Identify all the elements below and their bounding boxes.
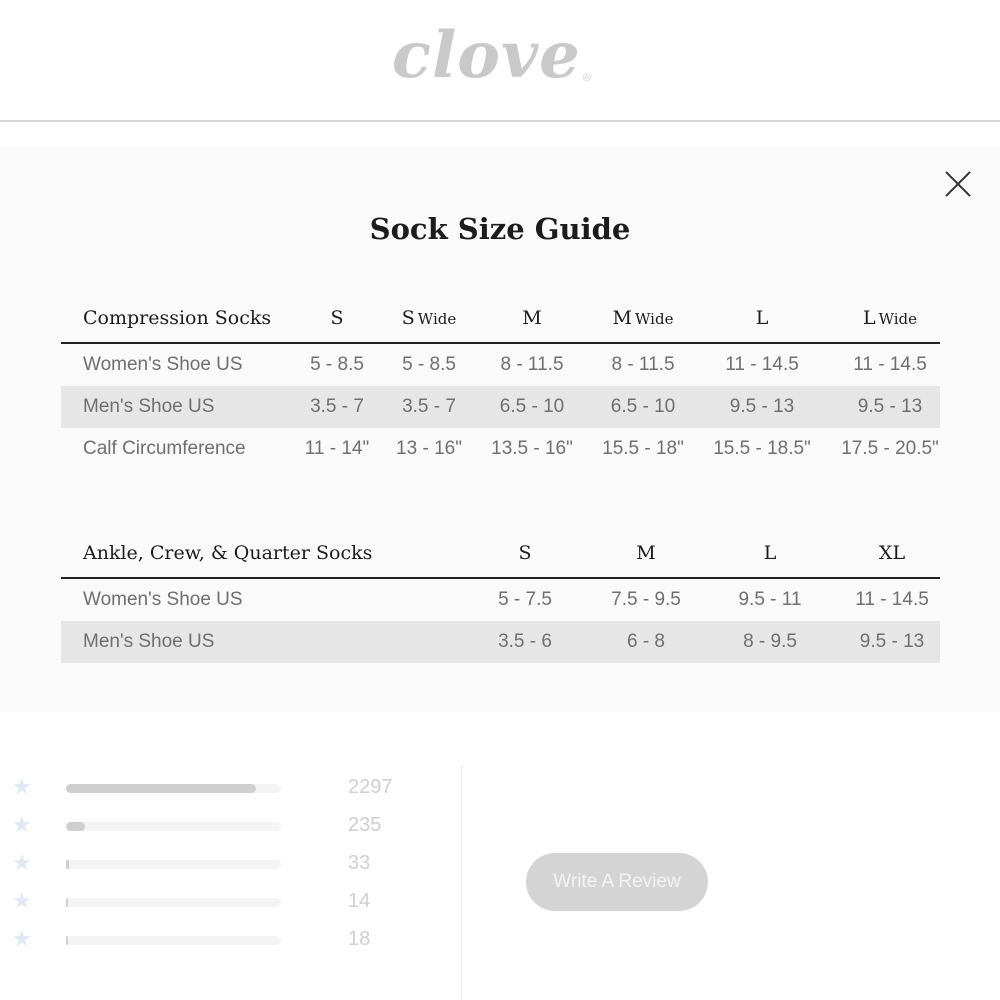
- star-icon: ★: [12, 888, 32, 913]
- rating-count: 235: [348, 814, 382, 836]
- table-cell: 11 - 14.5: [855, 589, 929, 610]
- table-cell: 9.5 - 11: [738, 589, 802, 610]
- rating-bar-fill: [66, 898, 68, 907]
- row-label: Calf Circumference: [83, 438, 246, 459]
- table-cell: 9.5 - 13: [859, 631, 925, 652]
- reviews-section: [0, 712, 1000, 1000]
- write-review-button[interactable]: Write A Review: [526, 853, 708, 911]
- row-label: Men's Shoe US: [83, 631, 215, 652]
- column-header: L: [755, 307, 769, 329]
- table-cell: 8 - 11.5: [500, 354, 564, 375]
- star-icon: ★: [12, 774, 32, 799]
- table-cell: 8 - 11.5: [611, 354, 675, 375]
- table-cell: 6 - 8: [626, 631, 666, 652]
- table-cell: 15.5 - 18.5": [713, 438, 811, 459]
- ankle-crew-quarter-size-table: [61, 533, 940, 663]
- modal-title: Sock Size Guide: [369, 212, 631, 246]
- table-cell: 11 - 14.5: [853, 354, 927, 375]
- rating-row-5[interactable]: [0, 776, 420, 806]
- rating-bar-track: [66, 936, 281, 945]
- logo-wordmark: clove: [392, 18, 581, 93]
- table-cell: 5 - 8.5: [310, 354, 364, 375]
- table-cell: 6.5 - 10: [499, 396, 565, 417]
- registered-mark: ®: [582, 72, 591, 84]
- table-cell: 11 - 14": [304, 438, 370, 459]
- column-header: S: [518, 542, 532, 564]
- column-header: S Wide: [401, 307, 457, 329]
- table-row: [61, 428, 940, 470]
- table-row: [61, 386, 940, 428]
- site-header: [0, 0, 1000, 122]
- column-header: L: [763, 542, 777, 564]
- table-cell: 7.5 - 9.5: [611, 589, 681, 610]
- table-cell: 6.5 - 10: [610, 396, 676, 417]
- rating-count: 18: [348, 928, 371, 950]
- table-header-row: [61, 298, 940, 344]
- table-row: [61, 621, 940, 663]
- table-cell: 17.5 - 20.5": [841, 438, 939, 459]
- row-label: Women's Shoe US: [83, 589, 243, 610]
- rating-bar-track: [66, 784, 281, 793]
- table-header-row: [61, 533, 940, 579]
- rating-count: 33: [348, 852, 371, 874]
- table-cell: 8 - 9.5: [743, 631, 797, 652]
- rating-count: 14: [348, 890, 371, 912]
- table-cell: 5 - 7.5: [498, 589, 552, 610]
- rating-bar-fill: [66, 860, 69, 869]
- table-cell: 15.5 - 18": [602, 438, 684, 459]
- table-heading: Compression Socks: [83, 307, 272, 329]
- row-label: Women's Shoe US: [83, 354, 243, 375]
- rating-count: 2297: [348, 776, 393, 798]
- star-icon: ★: [12, 850, 32, 875]
- rating-bar-track: [66, 860, 281, 869]
- column-header: XL: [878, 542, 906, 564]
- column-header: L Wide: [862, 307, 918, 329]
- rating-row-4[interactable]: [0, 814, 420, 844]
- star-icon: ★: [12, 812, 32, 837]
- rating-bar-track: [66, 822, 281, 831]
- column-header: M Wide: [612, 307, 674, 329]
- compression-size-table: [61, 298, 940, 470]
- table-row: [61, 579, 940, 621]
- row-label: Men's Shoe US: [83, 396, 215, 417]
- table-cell: 3.5 - 7: [310, 396, 364, 417]
- close-icon[interactable]: [944, 170, 972, 198]
- clove-logo[interactable]: [392, 16, 591, 96]
- rating-row-1[interactable]: [0, 928, 420, 958]
- rating-bar-fill: [66, 822, 85, 831]
- rating-bar-fill: [66, 784, 256, 793]
- rating-row-2[interactable]: [0, 890, 420, 920]
- table-cell: 13 - 16": [396, 438, 462, 459]
- reviews-divider: [461, 766, 462, 1000]
- table-cell: 3.5 - 7: [402, 396, 456, 417]
- table-row: [61, 344, 940, 386]
- star-icon: ★: [12, 926, 32, 951]
- rating-bar-fill: [66, 936, 68, 945]
- rating-bar-track: [66, 898, 281, 907]
- table-cell: 3.5 - 6: [498, 631, 552, 652]
- table-heading: Ankle, Crew, & Quarter Socks: [83, 542, 373, 564]
- table-cell: 9.5 - 13: [729, 396, 795, 417]
- table-cell: 9.5 - 13: [857, 396, 923, 417]
- column-header: S: [330, 307, 344, 329]
- table-cell: 13.5 - 16": [491, 438, 573, 459]
- table-cell: 5 - 8.5: [402, 354, 456, 375]
- size-guide-modal: [0, 146, 1000, 712]
- column-header: M: [636, 542, 656, 564]
- column-header: M: [522, 307, 542, 329]
- rating-row-3[interactable]: [0, 852, 420, 882]
- table-cell: 11 - 14.5: [725, 354, 799, 375]
